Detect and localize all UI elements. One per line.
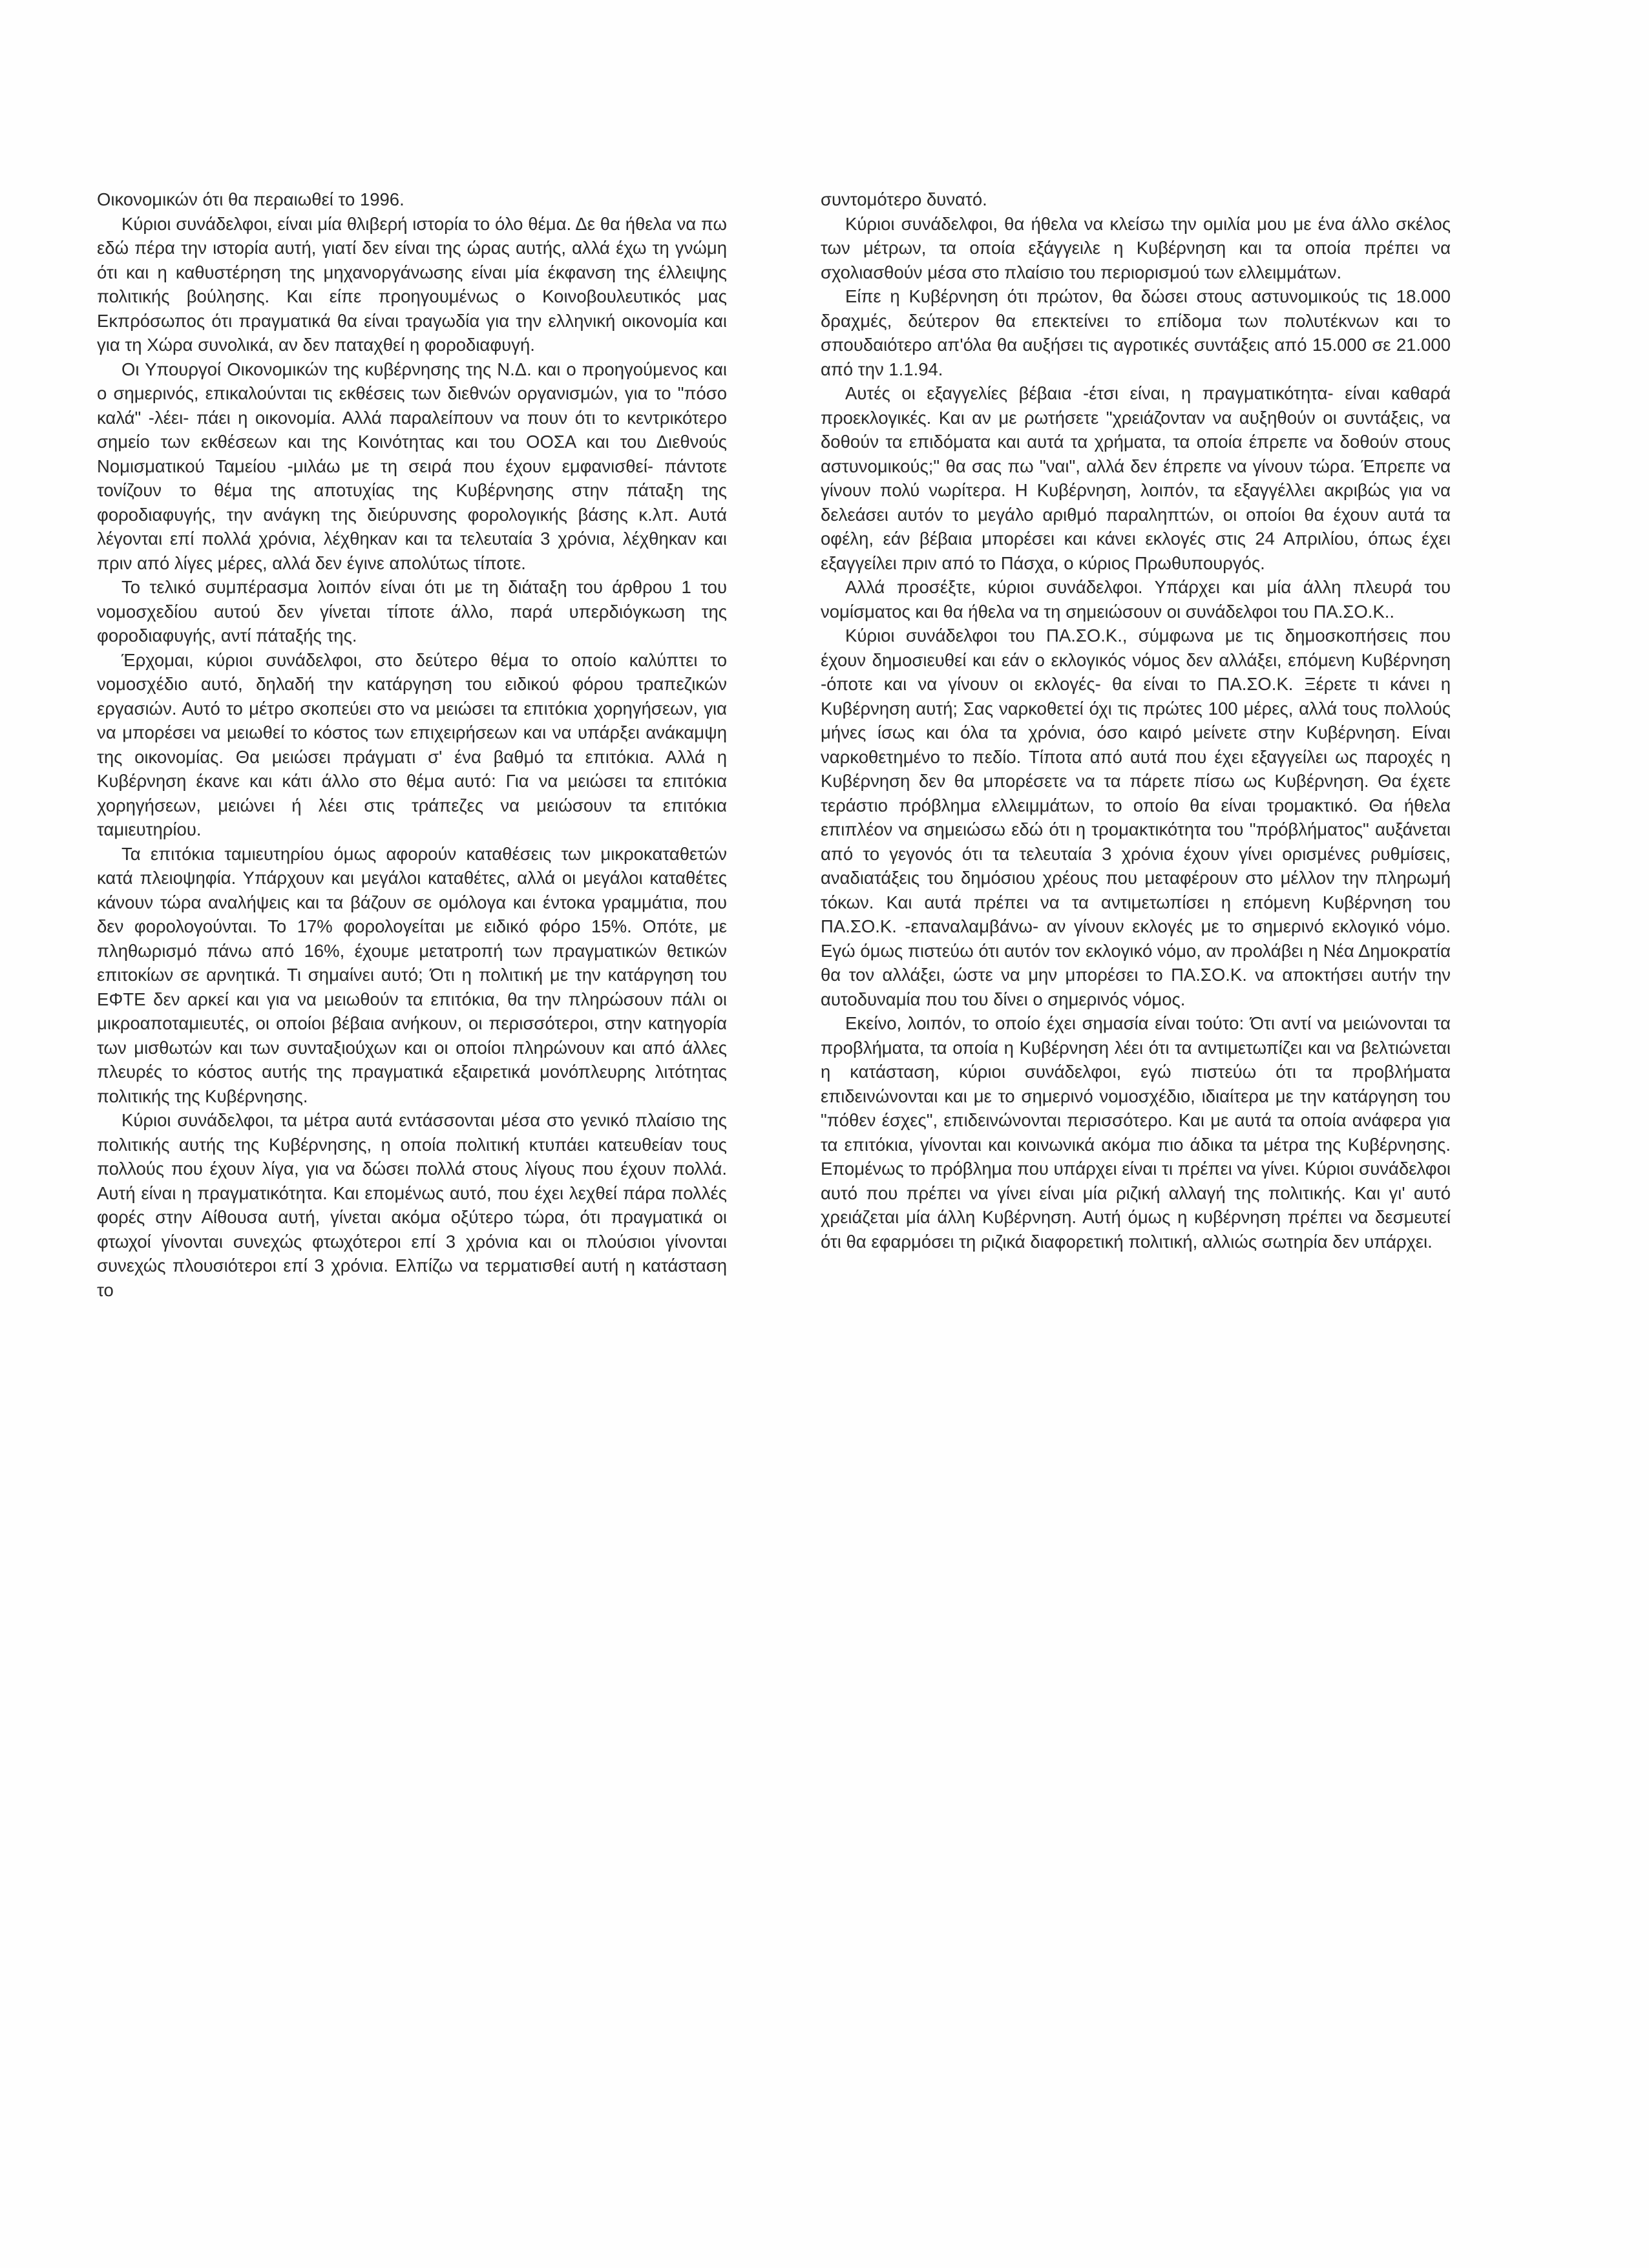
paragraph: Τα επιτόκια ταμιευτηρίου όμως αφορούν καταθέσεις των μικροκαταθετών κατά πλειοψηφία. Υπάρχουν και μεγάλοι καταθέτες, αλλά οι μεγάλοι καταθέτες κάνουν τώρα αναλήψεις και τα βάζουν σε ομόλογα και έντοκα γραμμάτια, που δεν φορολογούνται. Το 17% φορολογείται με ειδικό φόρο 15%. Οπότε, με πληθωρισμό πάνω από 16%, έχουμε μετατροπή των πραγματικών θετικών επιτοκίων σε αρνητικά. Τι σημαίνει αυτό; Ότι η πολιτική με την κατάργηση του ΕΦΤΕ δεν αρκεί και για να μειωθούν τα επιτόκια, θα την πληρώσουν πάλι οι μικροαποταμιευτές, οι οποίοι βέβαια ανήκουν, οι περισσότεροι, στην κατηγορία των μισθωτών και των συνταξιούχων και οι οποίοι πληρώνουν και από άλλες πλευρές το κόστος αυτής της πραγματικά εξαιρετικά μονόπλευρης λιτότητας πολιτικής της Κυβέρνησης. [97, 843, 727, 1106]
right-column [821, 187, 1451, 1254]
paragraph: Κύριοι συνάδελφοι, θα ήθελα να κλείσω την ομιλία μου με ένα άλλο σκέλος των μέτρων, τα οποία εξάγγειλε η Κυβέρνηση και τα οποία πρέπει να σχολιασθούν μέσα στο πλαίσιο του περιορισμού των ελλειμμάτων. [821, 213, 1451, 282]
paragraph: Εκείνο, λοιπόν, το οποίο έχει σημασία είναι τούτο: Ότι αντί να μειώνονται τα προβλήματα, τα οποία η Κυβέρνηση λέει ότι τα αντιμετωπίζει και να βελτιώνεται η κατάσταση, κύριοι συνάδελφοι, εγώ πιστεύω ότι τα προβλήματα επιδεινώνονται και με το σημερινό νομοσχέδιο, ιδιαίτερα με την κατάργηση του "πόθεν έσχες", επιδεινώνονται περισσότερο. Και με αυτά τα οποία ανάφερα για τα επιτόκια, γίνονται και κοινωνικά ακόμα πιο άδικα τα μέτρα της Κυβέρνησης. Επομένως το πρόβλημα που υπάρχει είναι τι πρέπει να γίνει. Κύριοι συνάδελφοι αυτό που πρέπει να γίνει είναι μία ριζική αλλαγή της πολιτικής. Και γι' αυτό χρειάζεται μία άλλη Κυβέρνηση. Αυτή όμως η κυβέρνηση πρέπει να δεσμευτεί ότι θα εφαρμόσει τη ριζικά διαφορετική πολιτική, αλλιώς σωτηρία δεν υπάρχει. [821, 1013, 1451, 1252]
paragraph: Έρχομαι, κύριοι συνάδελφοι, στο δεύτερο θέμα το οποίο καλύπτει το νομοσχέδιο αυτό, δηλαδή την κατάργηση του ειδικού φόρου τραπεζικών εργασιών. Αυτό το μέτρο σκοπεύει στο να μειώσει τα επιτόκια χορηγήσεων, για να μπορέσει να μειωθεί το κόστος των επιχειρήσεων και να υπάρξει ανάκαμψη της οικονομίας. Θα μειώσει πράγματι σ' ένα βαθμό τα επιτόκια. Αλλά η Κυβέρνηση έκανε και κάτι άλλο στο θέμα αυτό: Για να μειώσει τα επιτόκια χορηγήσεων, μειώνει ή λέει στις τράπεζες να μειώσουν τα επιτόκια ταμιευτηρίου. [97, 649, 727, 839]
paragraph: Είπε η Κυβέρνηση ότι πρώτον, θα δώσει στους αστυνομικούς τις 18.000 δραχμές, δεύτερον θα επεκτείνει το επίδομα των πολυτέκνων και το σπουδαιότερο απ'όλα θα αυξήσει τις αγροτικές συντάξεις από 15.000 σε 21.000 από την 1.1.94. [821, 286, 1451, 379]
paragraph: Κύριοι συνάδελφοι, είναι μία θλιβερή ιστορία το όλο θέμα. Δε θα ήθελα να πω εδώ πέρα την ιστορία αυτή, γιατί δεν είναι της ώρας αυτής, αλλά έχω τη γνώμη ότι και η καθυστέρηση της μηχανοργάνωσης είναι μία έκφανση της έλλειψης πολιτικής βούλησης. Και είπε προηγουμένως ο Κοινοβουλευτικός μας Εκπρόσωπος ότι πραγματικά θα είναι τραγωδία για την ελληνική οικονομία και για τη Χώρα συνολικά, αν δεν παταχθεί η φοροδιαφυγή. [97, 213, 727, 355]
paragraph: Κύριοι συνάδελφοι, τα μέτρα αυτά εντάσσονται μέσα στο γενικό πλαίσιο της πολιτικής αυτής της Κυβέρνησης, η οποία πολιτική κτυπάει κατευθείαν τους πολλούς που έχουν λίγα, για να δώσει πολλά στους λίγους που έχουν πολλά. Αυτή είναι η πραγματικότητα. Και επομένως αυτό, που έχει λεχθεί πάρα πολλές φορές στην Αίθουσα αυτή, γίνεται ακόμα οξύτερο τώρα, ότι πραγματικά οι φτωχοί γίνονται συνεχώς φτωχότεροι επί 3 χρόνια και οι πλούσιοι γίνονται συνεχώς πλουσιότεροι επί 3 χρόνια. Ελπίζω να τερματισθεί αυτή η κατάσταση το [97, 1110, 727, 1300]
paragraph: Το τελικό συμπέρασμα λοιπόν είναι ότι με τη διάταξη του άρθρου 1 του νομοσχεδίου αυτού δεν γίνεται τίποτε άλλο, παρά υπερδιόγκωση της φοροδιαφυγής, αντί πάταξής της. [97, 577, 727, 646]
paragraph: Αυτές οι εξαγγελίες βέβαια -έτσι είναι, η πραγματικότητα- είναι καθαρά προεκλογικές. Και αν με ρωτήσετε "χρειάζονταν να αυξηθούν οι συντάξεις, να δοθούν τα επιδόματα και αυτά τα χρήματα, τα οποία έπρεπε να δοθούν στους αστυνομικούς;" θα σας πω "ναι", αλλά δεν έπρεπε να γίνουν τώρα. Έπρεπε να γίνουν πολύ νωρίτερα. Η Κυβέρνηση, λοιπόν, τα εξαγγέλλει ακριβώς για να δελεάσει αυτόν το μεγάλο αριθμό παραληπτών, οι οποίοι θα έχουν αυτά τα οφέλη, εάν βέβαια μπορέσει και κάνει εκλογές στις 24 Απριλίου, όπως έχει εξαγγείλει πριν από το Πάσχα, ο κύριος Πρωθυπουργός. [821, 383, 1451, 573]
paragraph: Οι Υπουργοί Οικονομικών της κυβέρνησης της Ν.Δ. και ο προηγούμενος και ο σημερινός, επικαλούνται τις εκθέσεις των διεθνών οργανισμών, για το "πόσο καλά" -λέει- πάει η οικονομία. Αλλά παραλείπουν να πουν ότι το κεντρικότερο σημείο των εκθέσεων και της Κοινότητας και του ΟΟΣΑ και του Διεθνούς Νομισματικού Ταμείου -μιλάω με τη σειρά που έχουν εμφανισθεί- πάντοτε τονίζουν το θέμα της αποτυχίας της Κυβέρνησης στην πάταξη της φοροδιαφυγής, την ανάγκη της διεύρυνσης φορολογικής βάσης κ.λπ. Αυτά λέγονται επί πολλά χρόνια, λέχθηκαν και τα τελευταία 3 χρόνια, λέχθηκαν και πριν από λίγες μέρες, αλλά δεν έγινε απολύτως τίποτε. [97, 359, 727, 573]
paragraph: Οικονομικών ότι θα περαιωθεί το 1996. [97, 189, 404, 209]
paragraph: Κύριοι συνάδελφοι του ΠΑ.ΣΟ.Κ., σύμφωνα με τις δημοσκοπήσεις που έχουν δημοσιευθεί και εάν ο εκλογικός νόμος δεν αλλάξει, επόμενη Κυβέρνηση -όποτε και να γίνουν οι εκλογές- θα είναι το ΠΑ.ΣΟ.Κ. Ξέρετε τι κάνει η Κυβέρνηση αυτή; Σας ναρκοθετεί όχι τις πρώτες 100 μέρες, αλλά τους πολλούς μήνες ίσως και όλα τα χρόνια, όσο καιρό μείνετε στην Κυβέρνηση. Είναι ναρκοθετημένο το πεδίο. Τίποτα από αυτά που έχει εξαγγείλει ως παροχές η Κυβέρνηση δεν θα μπορέσετε να τα πάρετε πίσω ως Κυβέρνηση. Θα έχετε τεράστιο πρόβλημα ελλειμμάτων, το οποίο θα είναι τρομακτικό. Θα ήθελα επιπλέον να σημειώσω εδώ ότι η τρομακτικότητα του "πρόβλήματος" αυξάνεται από το γεγονός ότι τα τελευταία 3 χρόνια έχουν γίνει ορισμένες ρυθμίσεις, αναδιατάξεις του δημόσιου χρέους που μεταφέρουν στο μέλλον την πληρωμή τόκων. Και αυτά πρέπει να τα αντιμετωπίσει η επόμενη Κυβέρνηση του ΠΑ.ΣΟ.Κ. -επαναλαμβάνω- αν γίνουν εκλογές με το σημερινό εκλογικό νόμο. Εγώ όμως πιστεύω ότι αυτόν τον εκλογικό νόμο, αν προλάβει η Νέα Δημοκρατία θα τον αλλάξει, ώστε να μην μπορέσει το ΠΑ.ΣΟ.Κ. να αποκτήσει αυτήν την αυτοδυναμία που του δίνει ο σημερινός νόμος. [821, 625, 1451, 1009]
left-column [97, 187, 727, 1302]
paragraph: συντομότερο δυνατό. [821, 189, 987, 209]
paragraph: Αλλά προσέξτε, κύριοι συνάδελφοι. Υπάρχει και μία άλλη πλευρά του νομίσματος και θα ήθελα να τη σημειώσουν οι συνάδελφοι του ΠΑ.ΣΟ.Κ.. [821, 577, 1451, 622]
